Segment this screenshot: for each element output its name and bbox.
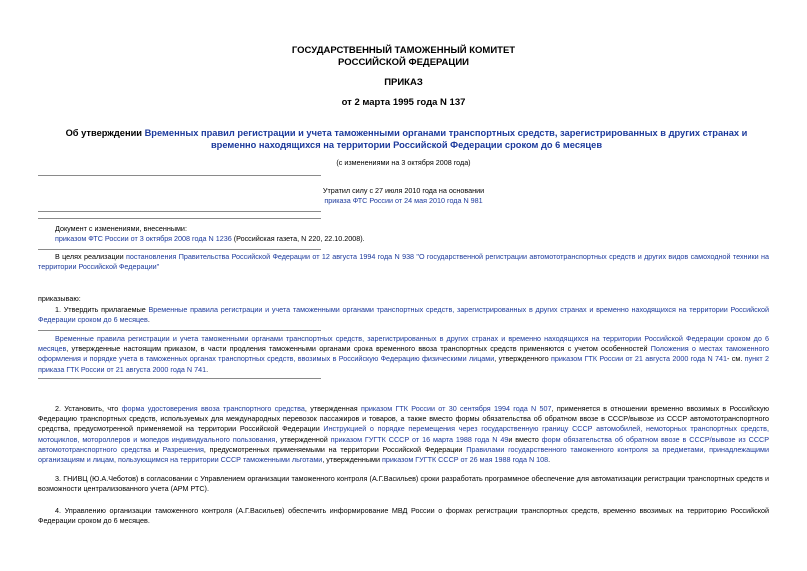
item-2-text: и вместо: [508, 434, 542, 444]
certificate-form-link[interactable]: форма удостоверения ввоза транспортного средства: [121, 404, 305, 413]
divider: [38, 378, 321, 379]
intro-text: В целях реализации: [55, 252, 126, 261]
invalid-order-link[interactable]: приказа ФТС России от 24 мая 2010 года N 981: [324, 196, 483, 205]
item-2-end: .: [548, 455, 551, 465]
note-text: , утвержденные настоящим приказом, в части продления таможенными органами срока временного ввоза транспортных средств применяются с учетом особенностей: [66, 344, 651, 354]
title-prefix: Об утверждении: [65, 128, 145, 138]
order-741-link[interactable]: приказом ГТК России от 21 августа 2000 года N 741: [550, 354, 728, 364]
item-2-text: , утвержденными: [322, 455, 382, 465]
note-end: .: [206, 364, 209, 374]
document-title: [50, 128, 763, 151]
government-decree-link[interactable]: постановления Правительства Российской Федерации от 12 августа 1994 года N 938 "О государственной регистрации автомототранспортных средств и других видов самоходной техники на территории Российской Федерации": [38, 252, 770, 272]
divider: [38, 211, 321, 212]
divider: [38, 218, 321, 219]
order-507-link[interactable]: приказом ГТК России от 30 сентября 1994 года N 507: [360, 404, 552, 413]
permit-link[interactable]: Разрешения: [162, 444, 204, 454]
agency-name-line2: РОССИЙСКОЙ ФЕДЕРАЦИИ: [337, 57, 469, 68]
note-text: , утвержденного: [494, 354, 551, 364]
document-type: ПРИКАЗ: [384, 77, 423, 88]
amendment-note: (с изменениями на 3 октября 2008 года): [336, 158, 471, 167]
divider: [38, 330, 321, 331]
document-date-number: от 2 марта 1995 года N 137: [341, 97, 466, 108]
temporary-rules-link[interactable]: Временные правила регистрации и учета таможенными органами транспортных средств, зарегистрированных в других странах и временно находящихся на территории Российской Федерации сроком до 6 месяцев: [38, 305, 769, 325]
order-108-link[interactable]: приказом ГУГТК СССР от 26 мая 1988 года N 108: [381, 455, 549, 465]
item-2-text: и: [150, 444, 163, 454]
item-4: 4. Управлению организации таможенного контроля (А.Г.Васильев) обеспечить информирование МВД России о формах регистрации транспортных средств, временно ввозимых на территорию Российской Федерации сроком до 6 месяцев.: [38, 506, 769, 526]
title-link[interactable]: Временных правил регистрации и учета таможенными органами транспортных средств, зарегистрированных в других странах и временно находящихся на территории Российской Федерации сроком до 6 месяцев: [144, 128, 748, 150]
changes-source: [55, 234, 755, 244]
item-1: [38, 305, 769, 325]
item-1-text: 1. Утвердить прилагаемые: [55, 305, 149, 314]
obligation-forms-link[interactable]: форм обязательства об обратном ввозе в СССР/вывозе из СССР автомототранспортного средства: [38, 434, 769, 454]
item-2-text: , утвержденная: [304, 404, 361, 413]
note-rules-link[interactable]: Временные правила регистрации и учета таможенными органами транспортных средств, зарегистрированных в других странах и временно находящихся на территории Российской Федерации сроком до 6 месяцев: [38, 334, 769, 354]
note-block: [38, 334, 769, 375]
item-1-end: .: [147, 315, 150, 325]
item-2-text: 2. Установить, что: [55, 404, 122, 413]
item-2-text: , предусмотренных применяемыми на территории Российской Федерации: [203, 444, 467, 454]
changes-publication: (Российская газета, N 220, 22.10.2008).: [231, 234, 365, 243]
divider: [38, 175, 321, 176]
orders-word: приказываю:: [38, 294, 81, 303]
customs-rules-link[interactable]: Правилами государственного таможенного контроля за предметами, принадлежащими организациям и лицам, пользующимся на территории СССР таможенными льготами: [38, 444, 769, 465]
note-text: - см.: [727, 354, 745, 364]
intro-paragraph: [38, 252, 769, 272]
order-49-link[interactable]: приказом ГУГТК СССР от 16 марта 1988 года N 49: [330, 434, 509, 444]
item-2-text: , утвержденной: [275, 434, 331, 444]
changes-label: Документ с изменениями, внесенными:: [55, 224, 187, 233]
instruction-link[interactable]: Инструкцией о порядке перемещения через государственную границу СССР автомобилей, немоторных транспортных средств, мотоциклов, мотороллеров и мопедов индивидуального пользования: [38, 424, 769, 444]
divider: [38, 249, 321, 250]
agency-name-line1: ГОСУДАРСТВЕННЫЙ ТАМОЖЕННЫЙ КОМИТЕТ: [291, 45, 516, 56]
item-2-text: , применяется в отношении временно ввозимых в Российскую Федерацию транспортных средств, используемых для международных перевозок пассажиров и товаров, а также вместо формы обязательства об обратном ввозе в СССР/вывозе из СССР автомототранспортного средства, предусмотренной применяемой на территории Российской Федерации: [38, 404, 769, 434]
changes-order-link[interactable]: приказом ФТС России от 3 октября 2008 года N 1236: [55, 234, 232, 243]
item-2: [38, 404, 769, 465]
invalid-notice: Утратил силу с 27 июля 2010 года на основании: [322, 186, 485, 195]
item-3: 3. ГНИВЦ (Ю.А.Чеботов) в согласовании с Управлением организации таможенного контроля (А.Г.Васильев) сроки разработать программное обеспечение для автоматизации регистрации транспортных средств и возможности централизованного учета (АРМ РТС).: [38, 474, 769, 494]
order-741-item-link[interactable]: пункт 2 приказа ГТК России от 21 августа 2000 года N 741: [38, 354, 769, 374]
regulation-link[interactable]: Положения о местах таможенного оформления и порядке учета в таможенных органах транспортных средств, ввозимых в Российскую Федерацию физическими лицами: [38, 344, 769, 364]
